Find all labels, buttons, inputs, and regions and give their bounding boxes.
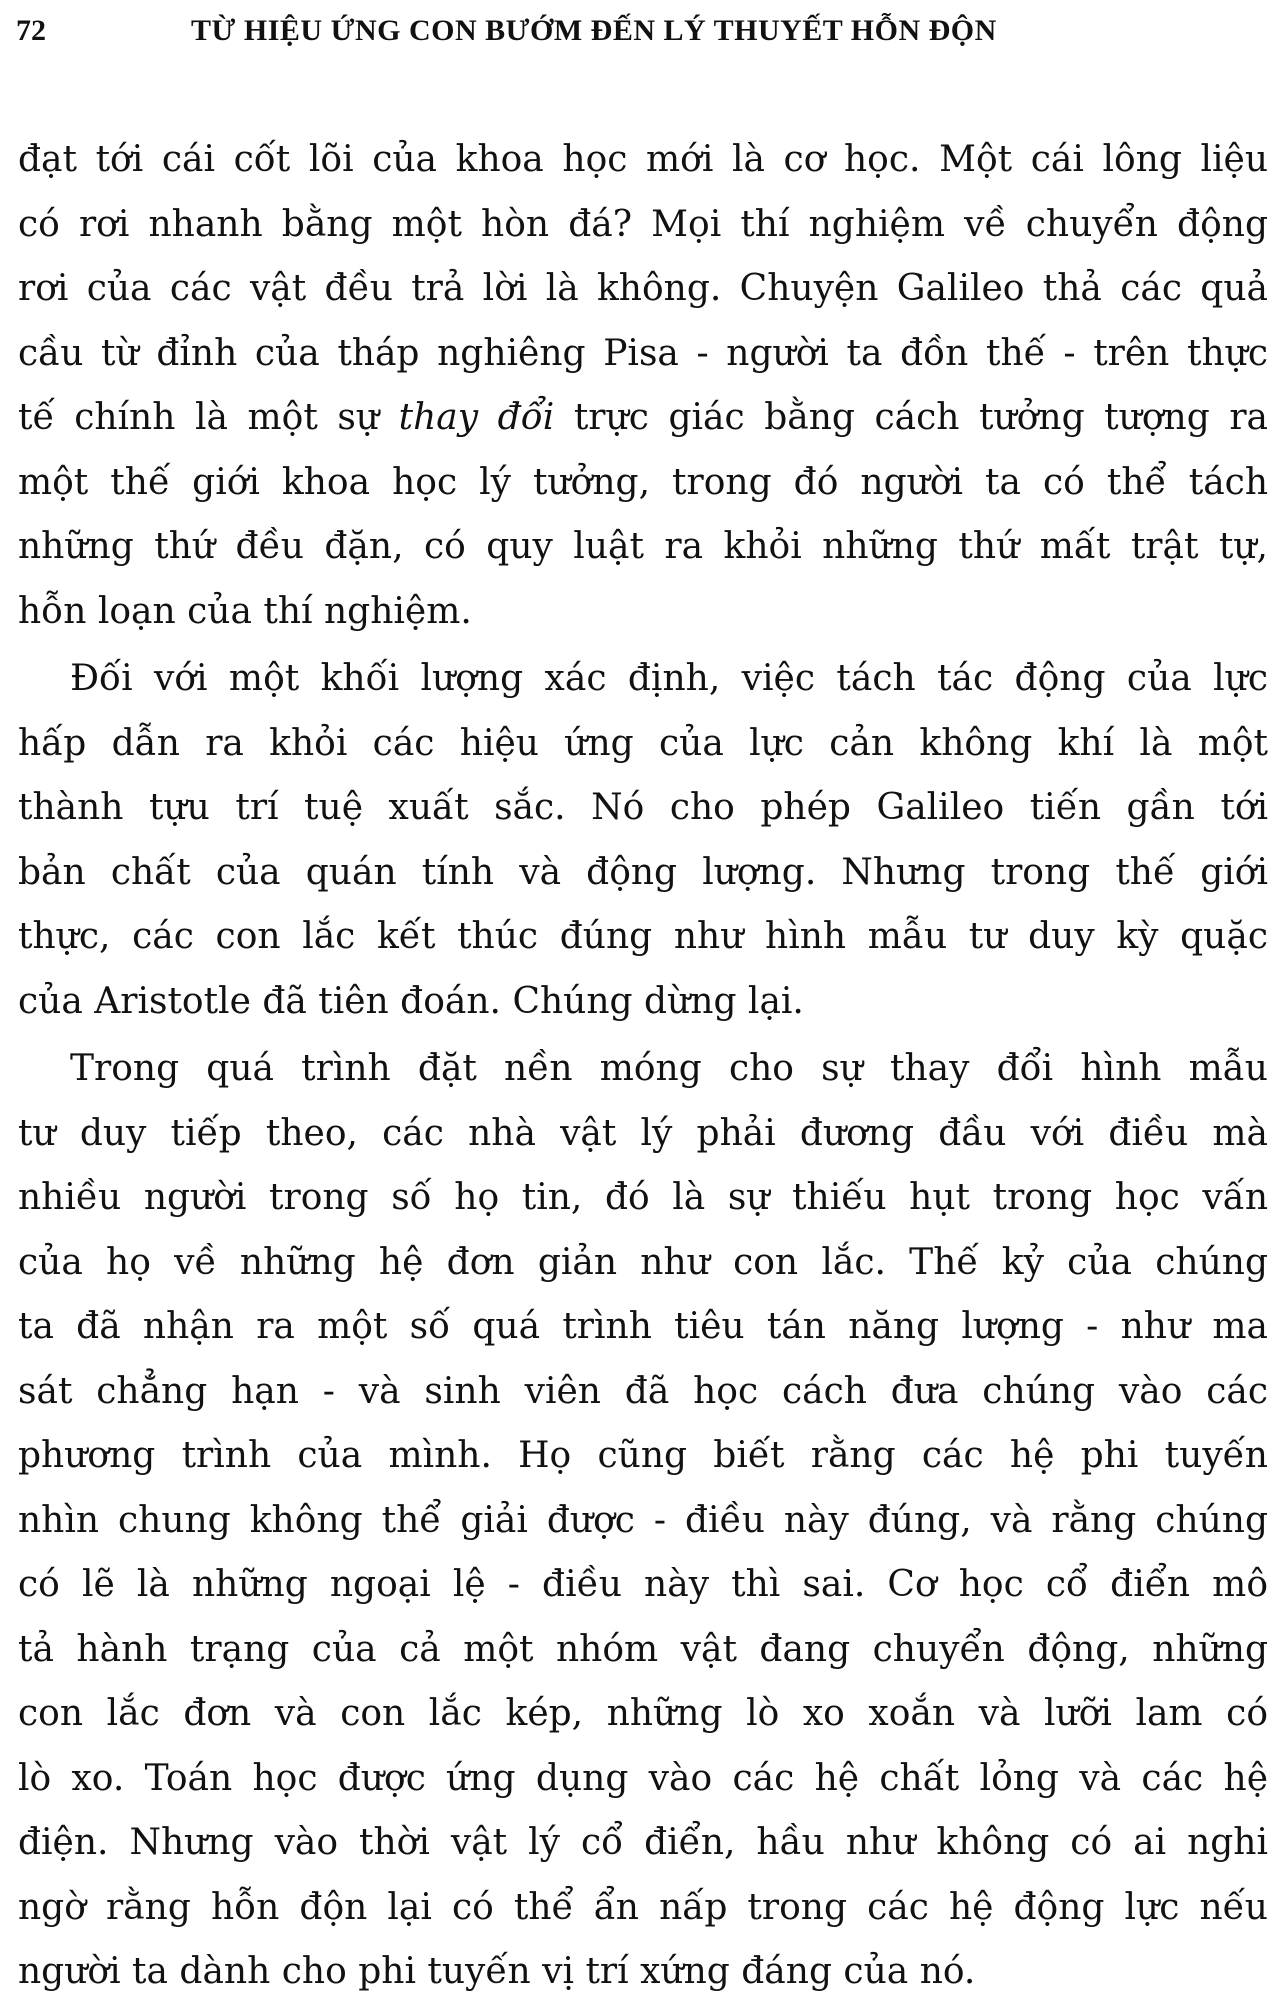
text-line: hỗn loạn của thí nghiệm. — [18, 590, 472, 632]
text-line: cầu từ đỉnh của tháp nghiêng Pisa - người ta đồn thế - trên thực — [18, 332, 1268, 374]
text-line: phương trình của mình. Họ cũng biết rằng các hệ phi tuyến — [18, 1435, 1268, 1476]
text-line: ngờ rằng hỗn độn lại có thể ẩn nấp trong các hệ động lực nếu — [18, 1886, 1268, 1928]
page-header — [16, 6, 1266, 54]
text-line: có lẽ là những ngoại lệ - điều này thì sai. Cơ học cổ điển mô — [18, 1564, 1268, 1605]
text-line: hấp dẫn ra khỏi các hiệu ứng của lực cản không khí là một — [18, 722, 1268, 764]
text-line: Đối với một khối lượng xác định, việc tách tác động của lực — [70, 658, 1268, 699]
text-line: của họ về những hệ đơn giản như con lắc. Thế kỷ của chúng — [18, 1241, 1268, 1283]
text-line: có rơi nhanh bằng một hòn đá? Mọi thí nghiệm về chuyển động — [18, 203, 1268, 245]
text-line: con lắc đơn và con lắc kép, những lò xo xoắn và lưỡi lam có — [18, 1693, 1268, 1734]
text-segment: tế chính là một sự — [18, 397, 380, 438]
paragraph-3 — [18, 1037, 1268, 2005]
text-line: sát chẳng hạn - và sinh viên đã học cách đưa chúng vào các — [18, 1370, 1268, 1412]
text-line: người ta dành cho phi tuyến vị trí xứng đáng của nó. — [18, 1951, 976, 1992]
text-line: những thứ đều đặn, có quy luật ra khỏi những thứ mất trật tự, — [18, 526, 1268, 567]
text-line: rơi của các vật đều trả lời là không. Chuyện Galileo thả các quả — [18, 268, 1268, 309]
emphasized-text: thay đổi — [398, 397, 555, 438]
text-line: điện. Nhưng vào thời vật lý cổ điển, hầu như không có ai nghi — [18, 1822, 1268, 1863]
text-line — [18, 386, 1268, 451]
paragraph-1 — [18, 128, 1268, 644]
page-number: 72 — [16, 14, 46, 47]
text-line: bản chất của quán tính và động lượng. Nhưng trong thế giới — [18, 851, 1268, 893]
text-line: nhìn chung không thể giải được - điều này đúng, và rằng chúng — [18, 1499, 1268, 1541]
text-line: một thế giới khoa học lý tưởng, trong đó người ta có thể tách — [18, 461, 1268, 503]
paragraph-2 — [18, 647, 1268, 1034]
text-line: nhiều người trong số họ tin, đó là sự thiếu hụt trong học vấn — [18, 1177, 1268, 1218]
text-line: thực, các con lắc kết thúc đúng như hình mẫu tư duy kỳ quặc — [18, 916, 1268, 957]
text-line: thành tựu trí tuệ xuất sắc. Nó cho phép Galileo tiến gần tới — [18, 787, 1268, 828]
text-line: của Aristotle đã tiên đoán. Chúng dừng lại. — [18, 980, 804, 1022]
text-line: ta đã nhận ra một số quá trình tiêu tán năng lượng - như ma — [18, 1306, 1268, 1347]
text-line: lò xo. Toán học được ứng dụng vào các hệ chất lỏng và các hệ — [18, 1757, 1268, 1799]
text-line: đạt tới cái cốt lõi của khoa học mới là cơ học. Một cái lông liệu — [18, 139, 1268, 180]
text-segment: trực giác bằng cách tưởng tượng ra — [573, 397, 1268, 438]
text-line: tư duy tiếp theo, các nhà vật lý phải đương đầu với điều mà — [18, 1112, 1268, 1154]
body-text — [18, 128, 1268, 2005]
text-line: tả hành trạng của cả một nhóm vật đang chuyển động, những — [18, 1628, 1268, 1670]
running-title: TỪ HIỆU ỨNG CON BƯỚM ĐẾN LÝ THUYẾT HỖN ĐỘN — [191, 14, 997, 47]
text-line: Trong quá trình đặt nền móng cho sự thay đổi hình mẫu — [70, 1048, 1268, 1089]
